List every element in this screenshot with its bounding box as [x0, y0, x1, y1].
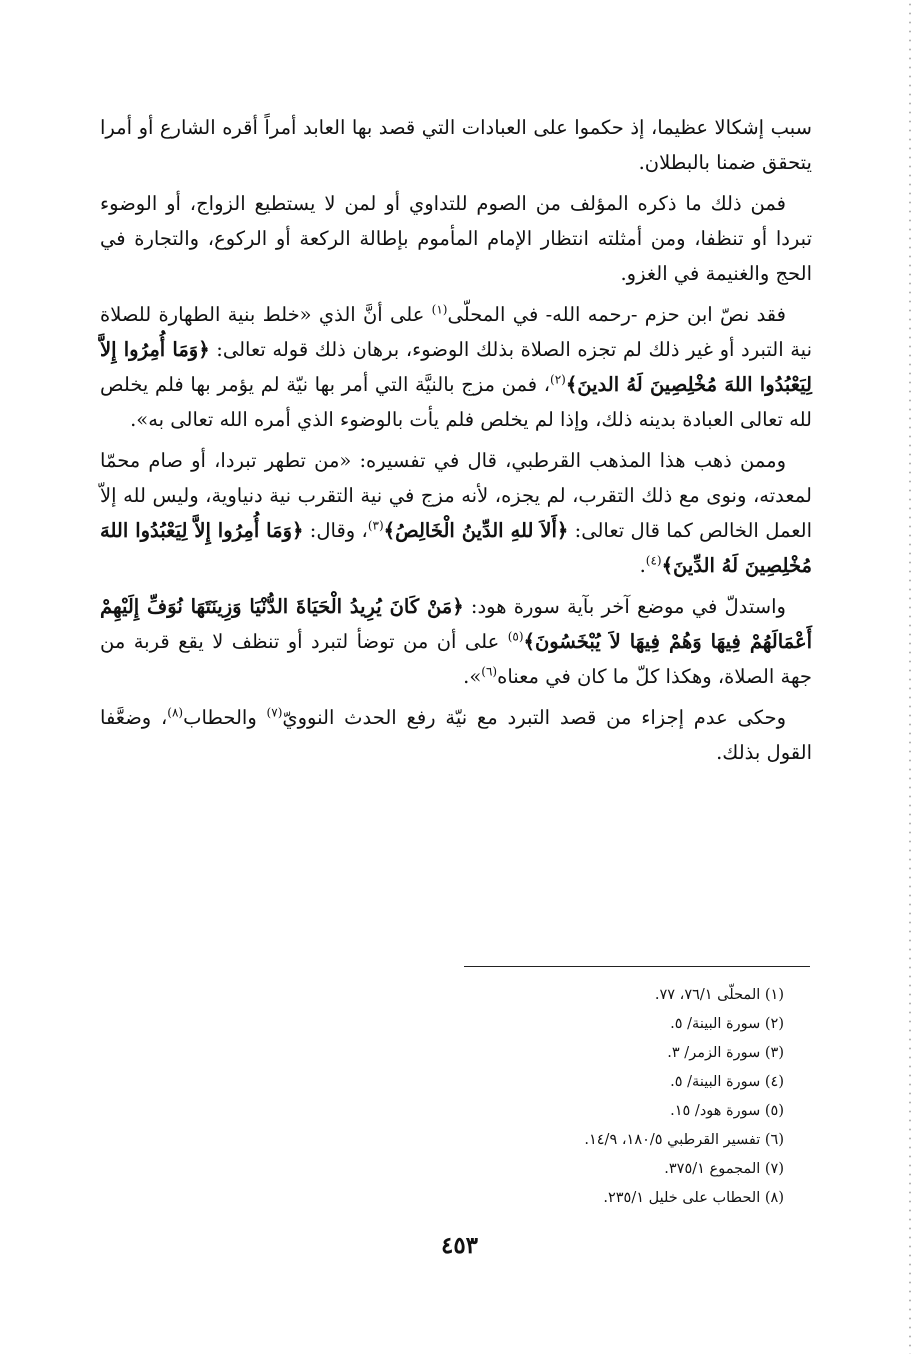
- paragraph-5: [100, 589, 812, 694]
- scan-edge-dots: [909, 0, 911, 1354]
- paragraph-6: [100, 700, 812, 770]
- footnote-marker-7: (٧): [266, 705, 283, 720]
- footnote-item: (٤) سورة البينة/ ٥.: [670, 1074, 784, 1090]
- footnote-item: (٣) سورة الزمر/ ٣.: [667, 1045, 784, 1061]
- paragraph-6-text-a: وحكى عدم إجزاء من قصد التبرد مع نيّة رفع الحدث النوويّ: [282, 706, 787, 729]
- footnote-item: (٨) الحطاب على خليل ٢٣٥/١.: [603, 1190, 784, 1206]
- paragraph-6-text-b: والحطاب: [183, 706, 267, 729]
- paragraph-4-text-b: ، وقال:: [303, 519, 368, 542]
- quran-verse: ﴿مَنْ كَانَ يُرِيدُ الْحَيَاةَ الدُّنْيَا وَزِينَتَهَا نُوَفِّ إِلَيْهِمْ أَعْمَالَهُمْ فِيهَا وَهُمْ فِيهَا لاَ يُبْخَسُونَ﴾: [100, 595, 813, 653]
- paragraph-1: [100, 110, 812, 180]
- footnote-item: (١) المحلّى ٧٦/١، ٧٧.: [654, 987, 784, 1003]
- quran-verse: ﴿وَمَا أُمِرُوا إِلاَّ لِيَعْبُدُوا اللهَ مُخْلِصِينَ لَهُ الدينَ﴾: [100, 338, 812, 396]
- paragraph-3-text-b: على أنَّ الذي «خلط بنية الطهارة للصلاة نية التبرد أو غير ذلك لم تجزه الصلاة بذلك الوضوء، برهان ذلك قوله تعالى:: [100, 303, 812, 361]
- paragraph-1-text: سبب إشكالا عظيما، إذ حكموا على العبادات التي قصد بها العابد أمراً أقره الشارع أو أمرا يتحقق ضمنا بالبطلان.: [100, 116, 812, 174]
- footnote-item: (٦) تفسير القرطبي ١٨٠/٥، ١٤/٩.: [584, 1132, 784, 1148]
- paragraph-5-text-a: واستدلّ في موضع آخر بآية سورة هود:: [463, 595, 786, 618]
- footnotes-list: [460, 981, 784, 1213]
- paragraph-5-text-b: على أن من توضأ لتبرد أو تنظف لا يقع قربة من جهة الصلاة، وهكذا كلّ ما كان في معناه: [100, 630, 812, 688]
- footnote-marker-3: (٣): [367, 518, 384, 533]
- footnote-marker-2: (٢): [550, 372, 566, 387]
- footnote-separator: [464, 966, 810, 967]
- footnote-item: (٧) المجموع ٣٧٥/١.: [664, 1161, 784, 1177]
- paragraph-2: [100, 186, 812, 291]
- paragraph-4-text-a: وممن ذهب هذا المذهب القرطبي، قال في تفسيره: «من تطهر تبردا، أو صام محمّا لمعدته، ونوى مع ذلك التقرب، لم يجزه، لأنه مزج في نية التقرب نية دنياوية، وليس لله إلاّ العمل الخالص كما قال تعالى:: [100, 449, 813, 542]
- paragraph-3-text-a: فقد نصّ ابن حزم -رحمه الله- في المحلّى: [447, 303, 786, 326]
- footnote-marker-8: (٨): [167, 705, 184, 720]
- paragraph-3: [100, 297, 812, 437]
- footnote-marker-4: (٤): [645, 553, 662, 568]
- quran-verse: ﴿أَلاَ للهِ الدِّينُ الْخَالِصُ﴾: [383, 519, 569, 542]
- footnote-marker-6: (٦): [481, 664, 498, 679]
- main-text: [100, 110, 812, 776]
- page-number: ٤٥٣: [440, 1232, 479, 1259]
- paragraph-5-text-c: ».: [463, 665, 482, 688]
- footnote-item: (٢) سورة البينة/ ٥.: [670, 1016, 784, 1032]
- footnote-marker-1: (١): [431, 302, 448, 317]
- paragraph-2-text: فمن ذلك ما ذكره المؤلف من الصوم للتداوي أو لمن لا يستطيع الزواج، أو الوضوء تبردا أو تنظفا، ومن أمثلته انتظار الإمام المأموم بإطالة الركعة أو الركوع، والتجارة في الحج والغنيمة في الغزو.: [100, 192, 812, 285]
- footnote-item: (٥) سورة هود/ ١٥.: [670, 1103, 784, 1119]
- paragraph-4-text-c: .: [639, 554, 646, 577]
- footnote-marker-5: (٥): [507, 629, 524, 644]
- paragraph-4: [100, 443, 812, 583]
- quran-verse: ﴿وَمَا أُمِرُوا إِلاَّ لِيَعْبُدُوا اللهَ مُخْلِصِينَ لَهُ الدِّينَ﴾: [100, 519, 812, 577]
- paragraph-6-text-c: ، وضعَّفا القول بذلك.: [100, 706, 812, 764]
- paragraph-3-text-c: ، فمن مزج بالنيَّة التي أمر بها نيّة لم يؤمر بها فلم يخلص لله تعالى العبادة بدينه ذلك، وإذا لم يخلص فلم يأت بالوضوء الذي أمره الله تعالى به».: [100, 373, 812, 431]
